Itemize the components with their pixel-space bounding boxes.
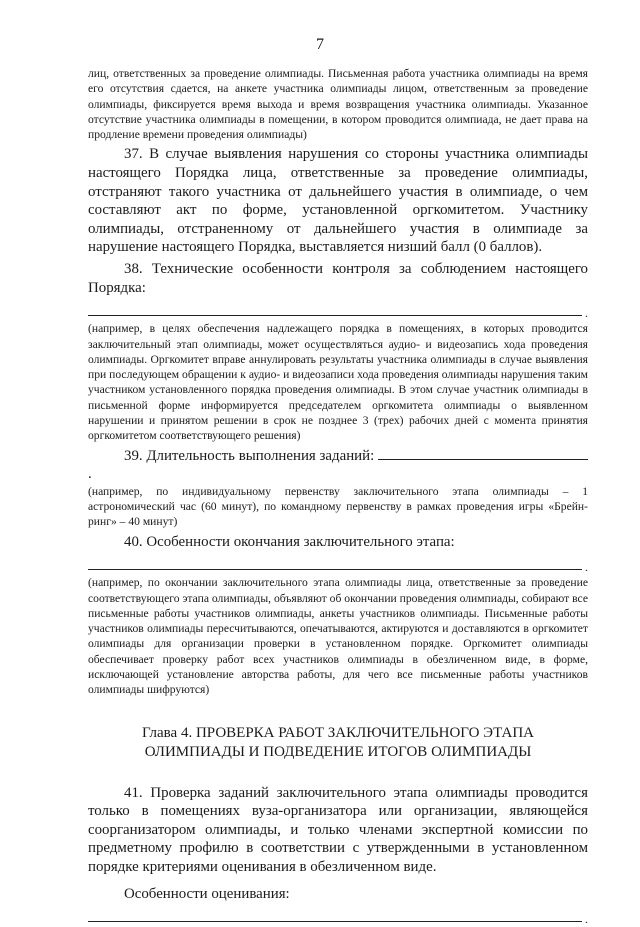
chapter-heading-line-2: ОЛИМПИАДЫ И ПОДВЕДЕНИЕ ИТОГОВ ОЛИМПИАДЫ — [144, 743, 532, 760]
paragraph-carryover: лиц, ответственных за проведение олимпиады. Письменная работа участника олимпиады на время его отсутствия сдается, на анкете участника олимпиады лицом, ответственным за проведение олимпиады, фиксируется время выхода и время возвращения участника олимпиады. Указанное отсутствие участника олимпиады в помещении, в котором проводится олимпиада, не дает права на продление времени проведения олимпиады) — [88, 67, 588, 142]
note-40: (например, по окончании заключительного этапа олимпиады лица, ответственные за проведение соответствующего этапа олимпиады, объявляют об окончании проведения олимпиады, собирают все письменные работы участников олимпиады, анкеты участников олимпиады. Письменные работы участников олимпиады пересчитываются, опечатываются, актируются и доставляются в оргкомитет олимпиады для организации проверки в установленном порядке. Оргкомитет олимпиады обеспечивает проверку работ всех участников олимпиады в обезличенном виде, в форме, исключающей установление авторства работы, для чего все письменные работы участников олимпиады шифруются) — [88, 576, 588, 697]
paragraph-39-text: 39. Длительность выполнения заданий: — [124, 447, 375, 464]
line-end-mark: . — [585, 912, 588, 927]
line-end-mark: . — [585, 306, 588, 321]
chapter-heading — [88, 724, 588, 762]
note-38: (например, в целях обеспечения надлежащего порядка в помещениях, в которых проводится заключительный этап олимпиады, может осуществляться аудио- и видеозапись хода проведения олимпиады. Оргкомитет вправе аннулировать результаты участника олимпиады в случае выявления при последующем обращении к аудио- и видеозаписи хода проведения олимпиады нарушения таким участником установленного порядка проведения олимпиады. В этом случае участник олимпиады в письменной форме информируется председателем оргкомитета олимпиады о выявленном нарушении и принятом решении в срок не позднее 3 (трех) рабочих дней с момента принятия оргкомитетом соответствующего решения) — [88, 322, 588, 443]
paragraph-38: 38. Технические особенности контроля за соблюдением настоящего Порядка: — [88, 261, 588, 296]
fill-in-line-38 — [88, 301, 588, 321]
paragraph-37: 37. В случае выявления нарушения со стороны участника олимпиады настоящего Порядка лица, ответственные за проведение олимпиады, отстраняют такого участника от дальнейшего участия в олимпиаде, о чем составляют акт по форме, установленной оргкомитетом. Участнику олимпиады, отстраненному от дальнейшего участия в олимпиаде за нарушение настоящего Порядка, выставляется низший балл (0 баллов). — [88, 146, 588, 256]
line-end-mark: . — [585, 560, 588, 575]
page-content — [88, 66, 588, 927]
paragraph-39 — [88, 447, 588, 484]
chapter-heading-line-1: Глава 4. ПРОВЕРКА РАБОТ ЗАКЛЮЧИТЕЛЬНОГО ЭТАПА — [141, 724, 534, 741]
page-number: 7 — [316, 36, 324, 53]
paragraph-41: 41. Проверка заданий заключительного этапа олимпиады проводится только в помещениях вуза-организатора или организации, являющейся соорганизатором олимпиады, и только членами экспертной комиссии по предметному профилю в соответствии с утвержденными в установленном порядке критериями оценивания в обезличенном виде. — [88, 784, 588, 876]
paragraph-40: 40. Особенности окончания заключительного этапа: — [124, 533, 455, 550]
line-end-mark: . — [88, 466, 92, 483]
fill-in-line-39 — [378, 447, 588, 460]
paragraph-evaluation: Особенности оценивания: — [124, 885, 290, 902]
note-39: (например, по индивидуальному первенству заключительного этапа олимпиады – 1 астрономический час (60 минут), по командному первенству в рамках проведения игры «Брейн-ринг» – 40 минут) — [88, 484, 588, 529]
fill-in-line-evaluation — [88, 907, 588, 927]
fill-in-line-40 — [88, 555, 588, 575]
